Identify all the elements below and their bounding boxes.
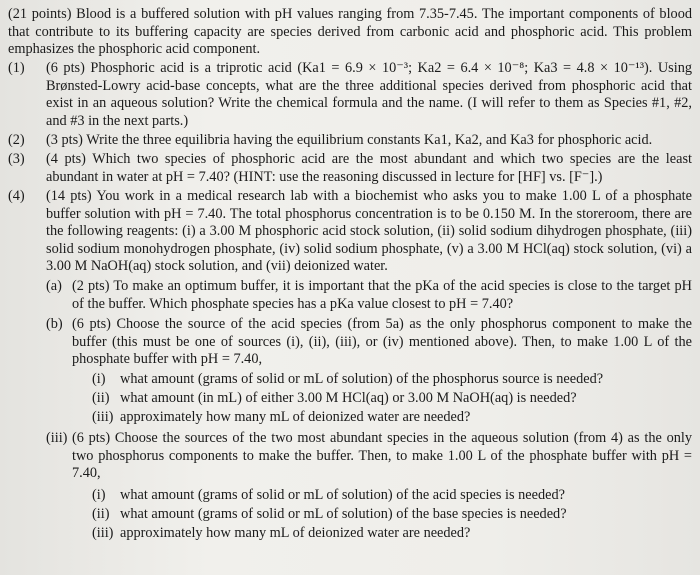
question-4c xyxy=(8,430,692,483)
question-1 xyxy=(8,60,692,130)
question-4c-i-label: (i) xyxy=(92,487,106,503)
question-4b-iii xyxy=(8,409,692,427)
question-3-label: (3) xyxy=(8,151,25,167)
question-4b-i-label: (i) xyxy=(92,371,106,387)
question-4c-i xyxy=(8,487,692,505)
question-4 xyxy=(8,188,692,276)
question-4c-iii-label: (iii) xyxy=(92,525,114,541)
question-4a-text: (2 pts) To make an optimum buffer, it is important that the pKa of the acid species is close to the target pH of the buffer. Which phosphate species has a pKa value closest to pH = 7.40? xyxy=(72,278,692,312)
question-2-label: (2) xyxy=(8,132,25,148)
question-4a-label: (a) xyxy=(46,278,62,294)
question-4b-i xyxy=(8,371,692,389)
question-4c-iii-text: approximately how many mL of deionized water are needed? xyxy=(120,525,471,541)
question-4b-label: (b) xyxy=(46,316,63,332)
question-4b-i-text: what amount (grams of solid or mL of solution) of the phosphorus source is needed? xyxy=(120,371,604,387)
question-4a xyxy=(8,278,692,313)
question-1-label: (1) xyxy=(8,60,25,76)
question-4c-i-text: what amount (grams of solid or mL of solution) of the acid species is needed? xyxy=(120,487,565,503)
question-3 xyxy=(8,151,692,186)
question-4c-ii-text: what amount (grams of solid or mL of solution) of the base species is needed? xyxy=(120,506,567,522)
question-4b-iii-label: (iii) xyxy=(92,409,114,425)
question-4c-ii-label: (ii) xyxy=(92,506,110,522)
question-4-text: (14 pts) You work in a medical research lab with a biochemist who asks you to make 1.00 L of a phosphate buffer solution with pH = 7.40. The total phosphorus concentration is to be 0.150 M. In the storeroom, there are the following reagents: (i) a 3.00 M phosphoric acid stock solution, (ii) solid sodium dihydrogen phosphate, (iii) solid sodium monohydrogen phosphate, (iv) solid sodium phosphate, (v) a 3.00 M HCl(aq) stock solution, (vi) a 3.00 M NaOH(aq) stock solution, and (vii) deionized water. xyxy=(46,188,692,275)
intro-text: (21 points) Blood is a buffered solution with pH values ranging from 7.35-7.45. The important components of blood that contribute to its buffering capacity are species derived from carbonic acid and phosphoric acid. This problem emphasizes the phosphoric acid component. xyxy=(8,6,692,58)
question-4-label: (4) xyxy=(8,188,25,204)
question-1-text: (6 pts) Phosphoric acid is a triprotic acid (Ka1 = 6.9 × 10⁻³; Ka2 = 6.4 × 10⁻⁸; Ka3 = 4.8 × 10⁻¹³). Using Brønsted-Lowry acid-base concepts, what are the three additional species derived from phosphoric acid that exist in an aqueous solution? Write the chemical formula and the name. (I will refer to them as Species #1, #2, and #3 in the next parts.) xyxy=(46,60,692,129)
question-3-text: (4 pts) Which two species of phosphoric acid are the most abundant and which two species are the least abundant in water at pH = 7.40? (HINT: use the reasoning discussed in lecture for [HF] vs. [F⁻].) xyxy=(46,151,692,185)
question-4b xyxy=(8,316,692,369)
question-4b-text: (6 pts) Choose the source of the acid species (from 5a) as the only phosphorus component to make the buffer (this must be one of sources (i), (ii), (iii), or (iv) mentioned above). Then, to make 1.00 L of the phosphate buffer with pH = 7.40, xyxy=(72,316,692,368)
intro-block xyxy=(8,6,692,59)
question-4c-iii xyxy=(8,525,692,543)
question-2-text: (3 pts) Write the three equilibria having the equilibrium constants Ka1, Ka2, and Ka3 for phosphoric acid. xyxy=(46,132,653,148)
question-4c-text: (6 pts) Choose the sources of the two most abundant species in the aqueous solution (from 4) as the only two phosphorus components to make the buffer. Then, to make 1.00 L of the phosphate buffer with pH = 7.40, xyxy=(72,430,692,482)
question-4b-ii-label: (ii) xyxy=(92,390,110,406)
question-4b-iii-text: approximately how many mL of deionized water are needed? xyxy=(120,409,471,425)
question-2 xyxy=(8,132,692,150)
question-4c-ii xyxy=(8,506,692,524)
question-4c-label: (iii) xyxy=(46,430,68,446)
question-4b-ii-text: what amount (in mL) of either 3.00 M HCl(aq) or 3.00 M NaOH(aq) is needed? xyxy=(120,390,577,406)
question-4b-ii xyxy=(8,390,692,408)
